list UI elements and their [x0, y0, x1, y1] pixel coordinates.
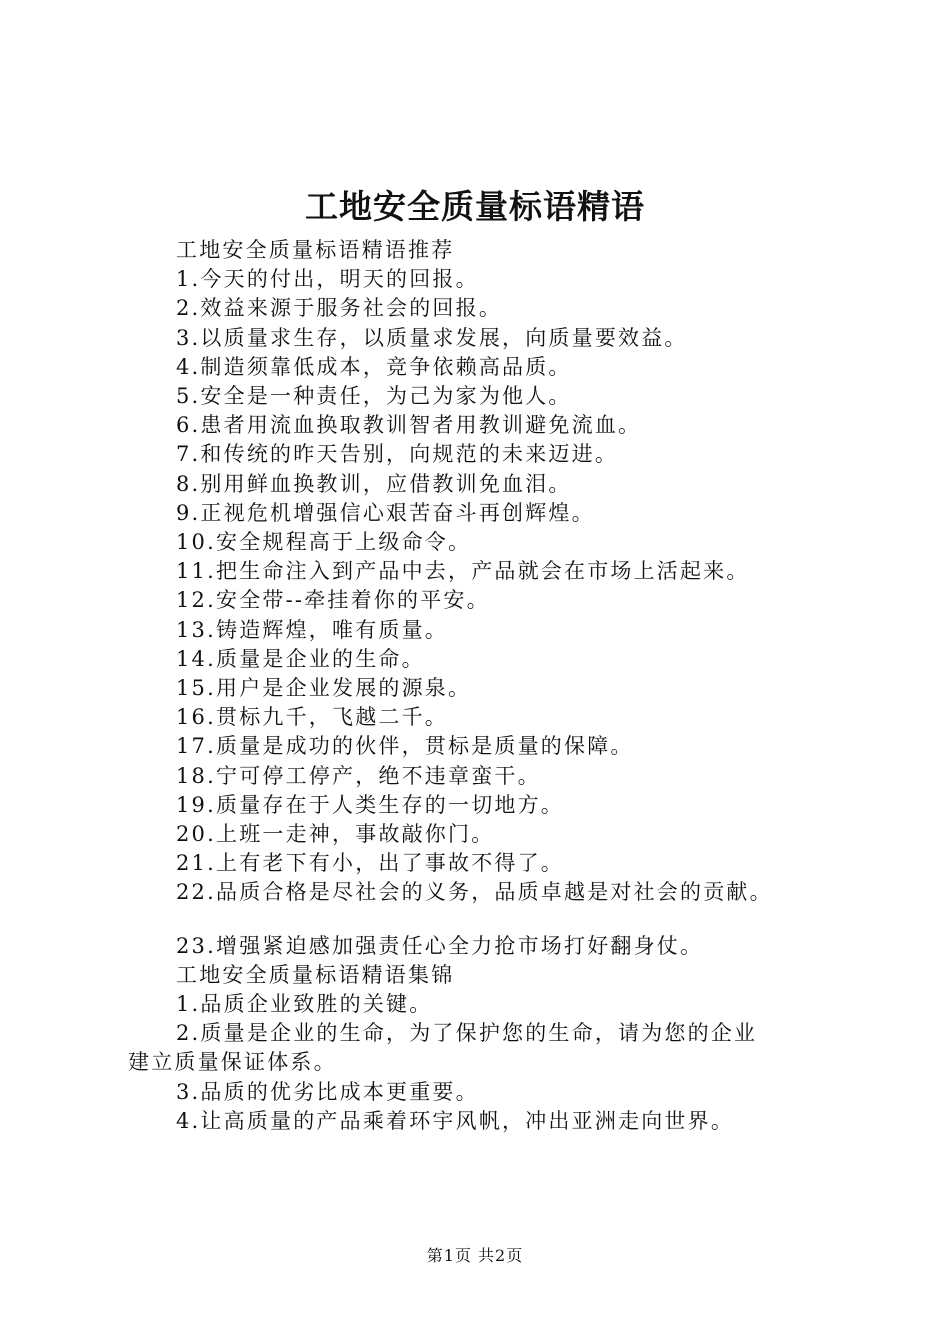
slogan-item: 21.上有老下有小，出了事故不得了。 — [176, 851, 564, 876]
page-number-footer: 第1页 共2页 — [426, 1246, 524, 1265]
slogan-item: 1.今天的付出，明天的回报。 — [176, 267, 479, 292]
section-heading-collection: 工地安全质量标语精语集锦 — [176, 962, 455, 987]
paragraph-spacer — [128, 908, 848, 932]
slogan-item: 17.质量是成功的伙伴，贯标是质量的保障。 — [176, 734, 634, 759]
collection-item: 1.品质企业致胜的关键。 — [176, 992, 433, 1017]
slogan-item: 15.用户是企业发展的源泉。 — [176, 676, 472, 701]
slogan-item: 19.质量存在于人类生存的一切地方。 — [176, 792, 564, 817]
slogan-item: 4.制造须靠低成本，竞争依赖高品质。 — [176, 354, 572, 379]
document-title: 工地安全质量标语精语 — [305, 187, 645, 226]
slogan-item: 9.正视危机增强信心艰苦奋斗再创辉煌。 — [176, 500, 595, 525]
slogan-item: 23.增强紧迫感加强责任心全力抢市场打好翻身仗。 — [176, 933, 704, 958]
slogan-item: 13.铸造辉煌，唯有质量。 — [176, 617, 448, 642]
slogan-item: 6.患者用流血换取教训智者用教训避免流血。 — [176, 413, 642, 438]
slogan-item: 3.以质量求生存，以质量求发展，向质量要效益。 — [176, 325, 688, 350]
slogan-item: 2.效益来源于服务社会的回报。 — [176, 296, 503, 321]
slogan-item: 5.安全是一种责任，为己为家为他人。 — [176, 384, 572, 409]
collection-item: 3.品质的优劣比成本更重要。 — [176, 1079, 479, 1104]
slogan-item: 20.上班一走神，事故敲你门。 — [176, 822, 495, 847]
collection-item: 4.让高质量的产品乘着环宇风帆，冲出亚洲走向世界。 — [176, 1108, 735, 1133]
slogan-item: 22.品质合格是尽社会的义务，品质卓越是对社会的贡献。 — [176, 880, 773, 905]
slogan-item: 8.别用鲜血换教训，应借教训免血泪。 — [176, 471, 572, 496]
slogan-item: 16.贯标九千，飞越二千。 — [176, 705, 448, 730]
collection-item: 2.质量是企业的生命，为了保护您的生命，请为您的企业 — [176, 1021, 758, 1046]
slogan-item: 11.把生命注入到产品中去，产品就会在市场上活起来。 — [176, 559, 750, 584]
slogan-item: 12.安全带--牵挂着你的平安。 — [176, 588, 490, 613]
collection-item-continuation: 建立质量保证体系。 — [128, 1050, 337, 1075]
document-body — [128, 236, 848, 1136]
slogan-item: 7.和传统的昨天告别，向规范的未来迈进。 — [176, 442, 619, 467]
section-heading-recommend: 工地安全质量标语精语推荐 — [176, 238, 455, 262]
slogan-item: 10.安全规程高于上级命令。 — [176, 530, 472, 555]
slogan-item: 14.质量是企业的生命。 — [176, 646, 425, 671]
slogan-item: 18.宁可停工停产，绝不违章蛮干。 — [176, 763, 541, 788]
